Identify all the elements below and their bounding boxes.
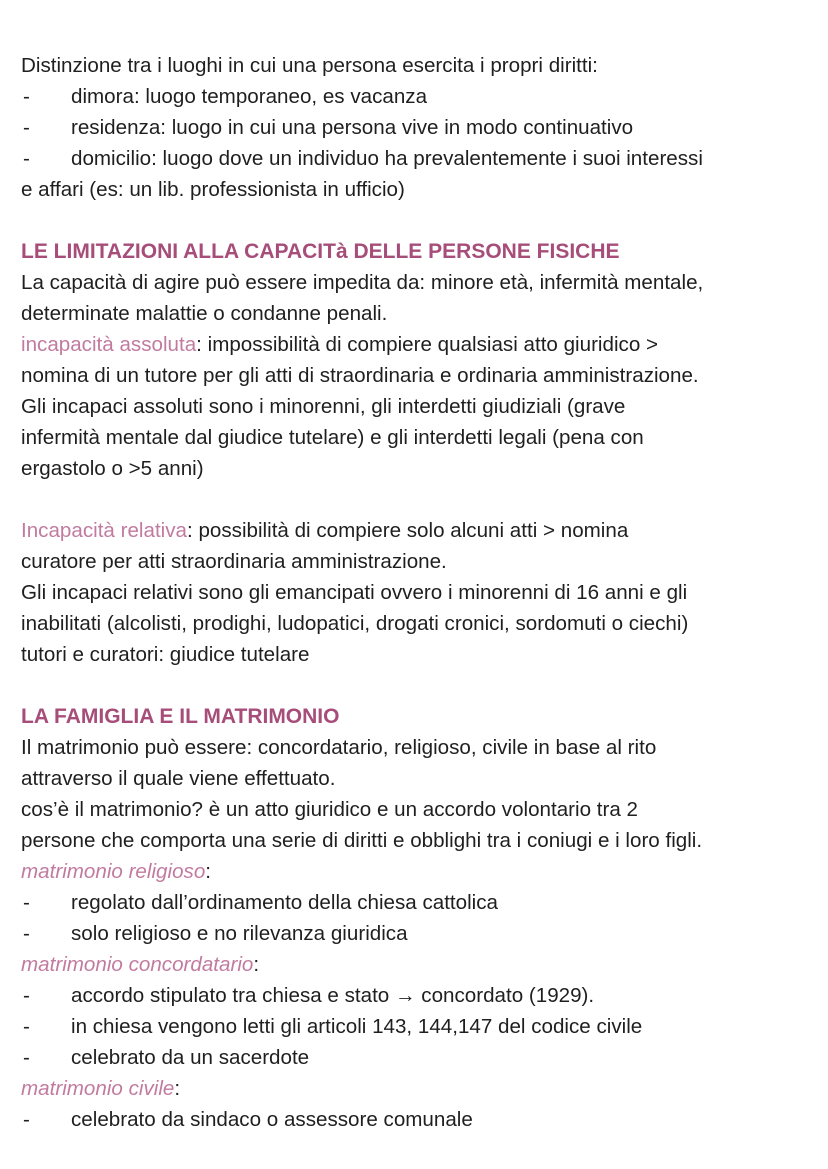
term-incapacita-relativa: Incapacità relativa bbox=[21, 519, 187, 542]
bullet-concordatario bbox=[21, 980, 811, 1011]
bullet-religioso bbox=[21, 887, 811, 918]
term-incapacita-assoluta: incapacità assoluta bbox=[21, 333, 197, 356]
bullet-residenza bbox=[21, 112, 811, 143]
term-matrimonio-concordatario: matrimonio concordatario bbox=[21, 953, 254, 976]
bullet-domicilio bbox=[21, 143, 811, 174]
domicilio-continuation: e affari (es: un lib. professionista in ufficio) bbox=[21, 178, 405, 201]
famiglia-line: persone che comporta una serie di diritti e obblighi tra i coniugi e i loro figli. bbox=[21, 829, 703, 852]
bullet-religioso bbox=[21, 918, 811, 949]
assoluta-line: ergastolo o >5 anni) bbox=[21, 457, 204, 480]
colon: : bbox=[253, 953, 260, 976]
relativa-line: Gli incapaci relativi sono gli emancipati ovvero i minorenni di 16 anni e gli bbox=[21, 581, 688, 604]
incapacita-relativa-line bbox=[21, 515, 811, 546]
bullet-dimora bbox=[21, 81, 811, 112]
label-matrimonio-religioso bbox=[21, 856, 811, 887]
term-matrimonio-religioso: matrimonio religioso bbox=[21, 860, 206, 883]
colon: : bbox=[174, 1077, 181, 1100]
relativa-line: tutori e curatori: giudice tutelare bbox=[21, 643, 310, 666]
bullet-concordatario bbox=[21, 1011, 811, 1042]
dash: - bbox=[23, 116, 30, 139]
dash: - bbox=[23, 984, 30, 1007]
relativa-definition: : possibilità di compiere solo alcuni atti > nomina bbox=[187, 519, 629, 542]
label-matrimonio-concordatario bbox=[21, 949, 811, 980]
bullet-text: residenza: luogo in cui una persona vive in modo continuativo bbox=[71, 116, 634, 139]
bullet-text: celebrato da sindaco o assessore comunale bbox=[71, 1108, 473, 1131]
dash: - bbox=[23, 85, 30, 108]
dash: - bbox=[23, 891, 30, 914]
dimora-intro: Distinzione tra i luoghi in cui una persona esercita i propri diritti: bbox=[21, 54, 598, 77]
famiglia-line: cos’è il matrimonio? è un atto giuridico e un accordo volontario tra 2 bbox=[21, 798, 638, 821]
assoluta-line: infermità mentale dal giudice tutelare) e gli interdetti legali (pena con bbox=[21, 426, 644, 449]
relativa-line: curatore per atti straordinaria amministrazione. bbox=[21, 550, 447, 573]
dash: - bbox=[23, 147, 30, 170]
famiglia-line: attraverso il quale viene effettuato. bbox=[21, 767, 336, 790]
bullet-text: celebrato da un sacerdote bbox=[71, 1046, 310, 1069]
assoluta-definition: : impossibilità di compiere qualsiasi atto giuridico > bbox=[196, 333, 659, 356]
assoluta-line: nomina di un tutore per gli atti di straordinaria e ordinaria amministrazione. bbox=[21, 364, 699, 387]
dash: - bbox=[23, 1015, 30, 1038]
bullet-text: dimora: luogo temporaneo, es vacanza bbox=[71, 85, 428, 108]
bullet-text: regolato dall’ordinamento della chiesa cattolica bbox=[71, 891, 499, 914]
bullet-text: accordo stipulato tra chiesa e stato → concordato (1929). bbox=[71, 984, 595, 1007]
incapacita-assoluta-line bbox=[21, 329, 811, 360]
bullet-civile bbox=[21, 1104, 811, 1135]
limitazioni-intro-2: determinate malattie o condanne penali. bbox=[21, 302, 388, 325]
dash: - bbox=[23, 1046, 30, 1069]
dash: - bbox=[23, 1108, 30, 1131]
famiglia-line: Il matrimonio può essere: concordatario, religioso, civile in base al rito bbox=[21, 736, 657, 759]
heading-limitazioni: LE LIMITAZIONI ALLA CAPACITà DELLE PERSONE FISICHE bbox=[21, 240, 620, 263]
bullet-concordatario bbox=[21, 1042, 811, 1073]
limitazioni-intro-1: La capacità di agire può essere impedita da: minore età, infermità mentale, bbox=[21, 271, 704, 294]
label-matrimonio-civile bbox=[21, 1073, 811, 1104]
dash: - bbox=[23, 922, 30, 945]
colon: : bbox=[205, 860, 212, 883]
assoluta-line: Gli incapaci assoluti sono i minorenni, gli interdetti giudiziali (grave bbox=[21, 395, 626, 418]
bullet-text: in chiesa vengono letti gli articoli 143, 144,147 del codice civile bbox=[71, 1015, 643, 1038]
term-matrimonio-civile: matrimonio civile bbox=[21, 1077, 175, 1100]
document-page bbox=[21, 50, 811, 1135]
bullet-text: domicilio: luogo dove un individuo ha prevalentemente i suoi interessi bbox=[71, 147, 703, 170]
bullet-text: solo religioso e no rilevanza giuridica bbox=[71, 922, 408, 945]
relativa-line: inabilitati (alcolisti, prodighi, ludopatici, drogati cronici, sordomuti o ciechi) bbox=[21, 612, 689, 635]
heading-famiglia: LA FAMIGLIA E IL MATRIMONIO bbox=[21, 705, 340, 728]
